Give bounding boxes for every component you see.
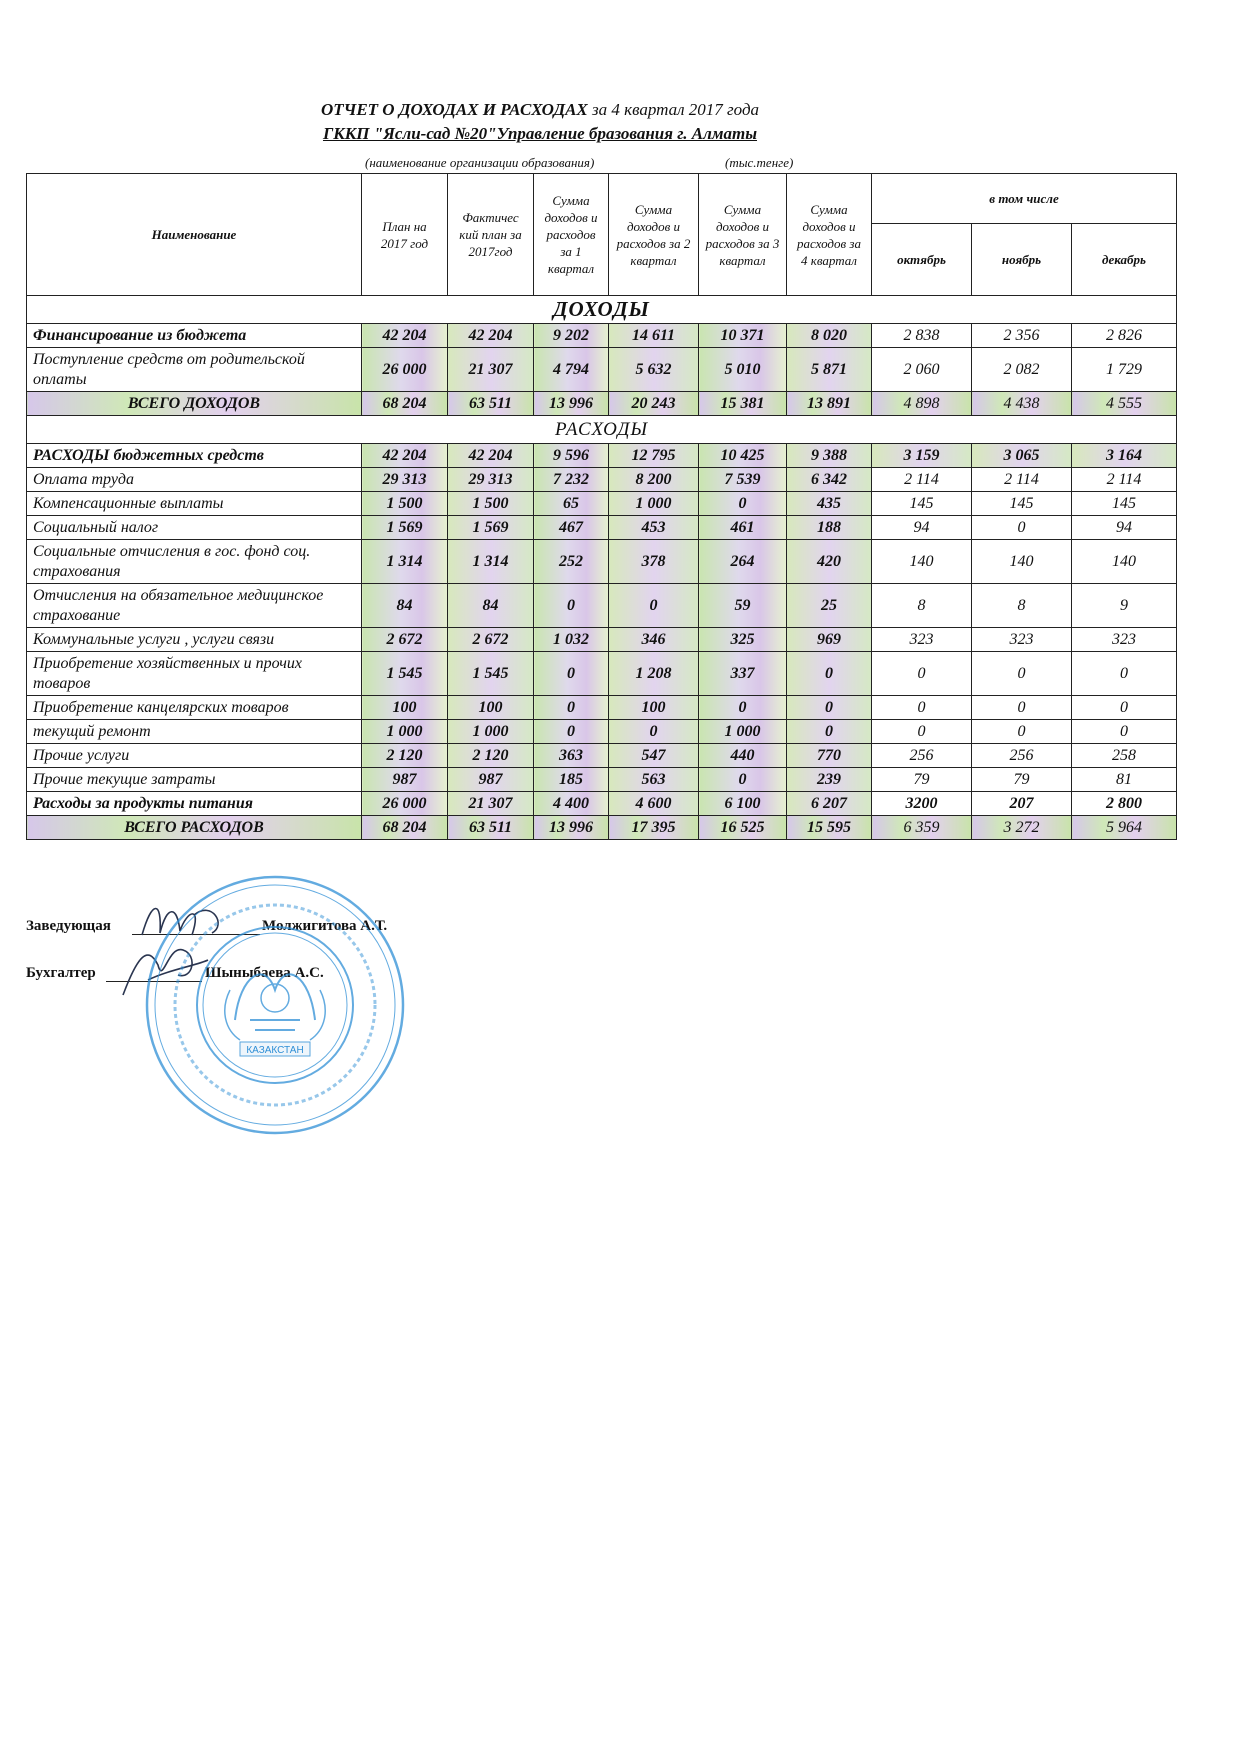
expense-row <box>27 744 1177 768</box>
expense-cell: 1 569 <box>362 516 448 540</box>
expense-cell: 0 <box>972 696 1072 720</box>
income-cell: 5 010 <box>699 348 787 392</box>
expense-row <box>27 628 1177 652</box>
expense-cell: 188 <box>787 516 872 540</box>
expense-cell: 6 100 <box>699 792 787 816</box>
expense-cell: 5 964 <box>1072 816 1177 840</box>
expense-cell: 440 <box>699 744 787 768</box>
income-row-name: ВСЕГО ДОХОДОВ <box>27 392 362 416</box>
expense-cell: 239 <box>787 768 872 792</box>
expense-cell: 3200 <box>872 792 972 816</box>
expense-cell: 325 <box>699 628 787 652</box>
expense-row-name: Коммунальные услуги , услуги связи <box>27 628 362 652</box>
expense-row-name: Приобретение канцелярских товаров <box>27 696 362 720</box>
expense-cell: 0 <box>699 696 787 720</box>
expense-cell: 467 <box>534 516 609 540</box>
expense-cell: 264 <box>699 540 787 584</box>
expense-cell: 987 <box>362 768 448 792</box>
expense-cell: 1 000 <box>448 720 534 744</box>
expense-cell: 207 <box>972 792 1072 816</box>
expense-cell: 29 313 <box>362 468 448 492</box>
expense-cell: 21 307 <box>448 792 534 816</box>
expense-cell: 7 232 <box>534 468 609 492</box>
expense-cell: 140 <box>1072 540 1177 584</box>
expense-cell: 4 600 <box>609 792 699 816</box>
income-cell: 13 996 <box>534 392 609 416</box>
expense-cell: 0 <box>787 696 872 720</box>
expense-cell: 3 164 <box>1072 444 1177 468</box>
organization-name: ГККП "Ясли-сад №20"Управление бразования г. Алматы <box>322 124 758 143</box>
income-cell: 2 082 <box>972 348 1072 392</box>
expense-cell: 563 <box>609 768 699 792</box>
expense-cell: 1 314 <box>362 540 448 584</box>
expense-cell: 258 <box>1072 744 1177 768</box>
expense-cell: 453 <box>609 516 699 540</box>
seal-text: КАЗАКСТАН <box>246 1045 304 1056</box>
expense-cell: 7 539 <box>699 468 787 492</box>
expense-cell: 323 <box>1072 628 1177 652</box>
expense-cell: 2 120 <box>448 744 534 768</box>
expense-cell: 256 <box>972 744 1072 768</box>
expense-cell: 2 114 <box>1072 468 1177 492</box>
expense-cell: 84 <box>448 584 534 628</box>
expense-cell: 252 <box>534 540 609 584</box>
expense-cell: 461 <box>699 516 787 540</box>
expense-cell: 323 <box>972 628 1072 652</box>
expense-cell: 0 <box>699 492 787 516</box>
expense-row-name: Приобретение хозяйственных и прочих товаров <box>27 652 362 696</box>
income-cell: 2 060 <box>872 348 972 392</box>
income-cell: 68 204 <box>362 392 448 416</box>
expense-cell: 3 272 <box>972 816 1072 840</box>
expense-cell: 435 <box>787 492 872 516</box>
expense-cell: 1 208 <box>609 652 699 696</box>
expense-cell: 337 <box>699 652 787 696</box>
income-row <box>27 392 1177 416</box>
col-header-q2: Сумма доходов и расходов за 2 квартал <box>609 174 699 296</box>
expense-row-name: ВСЕГО РАСХОДОВ <box>27 816 362 840</box>
expense-row <box>27 652 1177 696</box>
income-cell: 2 356 <box>972 324 1072 348</box>
expense-row <box>27 444 1177 468</box>
expense-cell: 12 795 <box>609 444 699 468</box>
expense-cell: 94 <box>872 516 972 540</box>
income-cell: 2 838 <box>872 324 972 348</box>
expense-cell: 1 032 <box>534 628 609 652</box>
expense-row-name: Отчисления на обязательное медицинское страхование <box>27 584 362 628</box>
expense-cell: 65 <box>534 492 609 516</box>
expense-cell: 1 000 <box>699 720 787 744</box>
income-cell: 5 632 <box>609 348 699 392</box>
col-header-q3: Сумма доходов и расходов за 3 квартал <box>699 174 787 296</box>
expense-cell: 0 <box>534 720 609 744</box>
expense-row <box>27 816 1177 840</box>
income-cell: 14 611 <box>609 324 699 348</box>
expense-cell: 0 <box>872 696 972 720</box>
expense-cell: 363 <box>534 744 609 768</box>
report-title-period: за 4 квартал 2017 года <box>587 100 760 119</box>
expense-row-name: Прочие услуги <box>27 744 362 768</box>
expense-cell: 1 545 <box>362 652 448 696</box>
expense-row <box>27 516 1177 540</box>
expense-cell: 0 <box>699 768 787 792</box>
col-header-q4: Сумма доходов и расходов за 4 квартал <box>787 174 872 296</box>
expense-cell: 140 <box>972 540 1072 584</box>
expense-cell: 0 <box>1072 696 1177 720</box>
expense-cell: 94 <box>1072 516 1177 540</box>
organization-hint: (наименование организации образования) <box>365 155 595 170</box>
expense-cell: 0 <box>787 652 872 696</box>
expense-cell: 1 545 <box>448 652 534 696</box>
expense-cell: 1 000 <box>362 720 448 744</box>
income-cell: 2 826 <box>1072 324 1177 348</box>
expense-row-name: РАСХОДЫ бюджетных средств <box>27 444 362 468</box>
expense-row <box>27 792 1177 816</box>
expense-cell: 1 500 <box>362 492 448 516</box>
expense-cell: 13 996 <box>534 816 609 840</box>
income-cell: 4 794 <box>534 348 609 392</box>
organization-seal <box>140 870 410 1140</box>
expense-cell: 145 <box>1072 492 1177 516</box>
income-cell: 10 371 <box>699 324 787 348</box>
expense-row-name: Социальные отчисления в гос. фонд соц. страхования <box>27 540 362 584</box>
expense-cell: 100 <box>448 696 534 720</box>
income-row-name: Финансирование из бюджета <box>27 324 362 348</box>
expense-row-name: Оплата труда <box>27 468 362 492</box>
accountant-label: Бухгалтер <box>26 965 96 981</box>
expense-cell: 25 <box>787 584 872 628</box>
report-table <box>26 173 1177 840</box>
expense-cell: 8 <box>972 584 1072 628</box>
col-header-november: ноябрь <box>972 224 1072 296</box>
expense-cell: 323 <box>872 628 972 652</box>
expense-cell: 0 <box>609 720 699 744</box>
expense-cell: 346 <box>609 628 699 652</box>
expense-cell: 0 <box>872 720 972 744</box>
section-expenses: РАСХОДЫ <box>27 416 1177 444</box>
expense-row-name: текущий ремонт <box>27 720 362 744</box>
unit-hint: (тыс.тенге) <box>725 155 794 170</box>
expense-cell: 2 800 <box>1072 792 1177 816</box>
expense-cell: 1 500 <box>448 492 534 516</box>
expense-cell: 0 <box>1072 652 1177 696</box>
expense-cell: 29 313 <box>448 468 534 492</box>
expense-row <box>27 768 1177 792</box>
expense-row <box>27 584 1177 628</box>
expense-cell: 987 <box>448 768 534 792</box>
expense-cell: 0 <box>609 584 699 628</box>
expense-cell: 256 <box>872 744 972 768</box>
report-title <box>260 100 820 120</box>
income-cell: 13 891 <box>787 392 872 416</box>
expense-cell: 1 569 <box>448 516 534 540</box>
expense-cell: 9 596 <box>534 444 609 468</box>
accountant-name: Шыныбаева А.С. <box>205 965 324 981</box>
income-row <box>27 348 1177 392</box>
expense-cell: 0 <box>534 696 609 720</box>
expense-cell: 26 000 <box>362 792 448 816</box>
col-header-october: октябрь <box>872 224 972 296</box>
expense-cell: 68 204 <box>362 816 448 840</box>
expense-row-name: Социальный налог <box>27 516 362 540</box>
expense-cell: 6 359 <box>872 816 972 840</box>
expense-cell: 1 000 <box>609 492 699 516</box>
income-row <box>27 324 1177 348</box>
expense-cell: 2 114 <box>972 468 1072 492</box>
expense-row-name: Расходы за продукты питания <box>27 792 362 816</box>
expense-cell: 2 120 <box>362 744 448 768</box>
income-cell: 4 555 <box>1072 392 1177 416</box>
col-header-plan: План на 2017 год <box>362 174 448 296</box>
expense-cell: 6 342 <box>787 468 872 492</box>
expense-row <box>27 468 1177 492</box>
expense-cell: 0 <box>972 652 1072 696</box>
expense-cell: 0 <box>534 584 609 628</box>
expense-cell: 0 <box>534 652 609 696</box>
income-cell: 42 204 <box>362 324 448 348</box>
expense-cell: 145 <box>972 492 1072 516</box>
expense-cell: 0 <box>787 720 872 744</box>
expense-cell: 420 <box>787 540 872 584</box>
expense-cell: 42 204 <box>448 444 534 468</box>
income-cell: 63 511 <box>448 392 534 416</box>
expense-cell: 0 <box>1072 720 1177 744</box>
section-income: ДОХОДЫ <box>27 296 1177 324</box>
expense-cell: 0 <box>972 516 1072 540</box>
report-title-main: ОТЧЕТ О ДОХОДАХ И РАСХОДАХ <box>320 100 588 119</box>
expense-cell: 10 425 <box>699 444 787 468</box>
expense-cell: 3 159 <box>872 444 972 468</box>
expense-cell: 185 <box>534 768 609 792</box>
expense-row <box>27 720 1177 744</box>
income-cell: 21 307 <box>448 348 534 392</box>
expense-cell: 17 395 <box>609 816 699 840</box>
income-cell: 20 243 <box>609 392 699 416</box>
income-cell: 1 729 <box>1072 348 1177 392</box>
expense-cell: 1 314 <box>448 540 534 584</box>
expense-cell: 2 114 <box>872 468 972 492</box>
expense-cell: 81 <box>1072 768 1177 792</box>
expense-cell: 2 672 <box>362 628 448 652</box>
expense-cell: 8 <box>872 584 972 628</box>
expense-row <box>27 696 1177 720</box>
income-row-name: Поступление средств от родительской оплаты <box>27 348 362 392</box>
expense-row-name: Компенсационные выплаты <box>27 492 362 516</box>
expense-cell: 2 672 <box>448 628 534 652</box>
income-cell: 15 381 <box>699 392 787 416</box>
expense-cell: 969 <box>787 628 872 652</box>
expense-row <box>27 540 1177 584</box>
expense-cell: 6 207 <box>787 792 872 816</box>
income-cell: 8 020 <box>787 324 872 348</box>
expense-cell: 8 200 <box>609 468 699 492</box>
col-header-q1: Сумма доходов и расходов за 1 квартал <box>534 174 609 296</box>
head-label: Заведующая <box>26 918 111 934</box>
col-header-december: декабрь <box>1072 224 1177 296</box>
income-cell: 4 438 <box>972 392 1072 416</box>
expense-cell: 9 <box>1072 584 1177 628</box>
expense-cell: 59 <box>699 584 787 628</box>
income-cell: 42 204 <box>448 324 534 348</box>
expense-cell: 16 525 <box>699 816 787 840</box>
col-header-fact: Фактичес кий план за 2017год <box>448 174 534 296</box>
income-cell: 5 871 <box>787 348 872 392</box>
expense-cell: 79 <box>972 768 1072 792</box>
expense-cell: 9 388 <box>787 444 872 468</box>
col-header-including: в том числе <box>872 174 1177 224</box>
expense-cell: 770 <box>787 744 872 768</box>
expense-cell: 145 <box>872 492 972 516</box>
expense-cell: 378 <box>609 540 699 584</box>
expense-row <box>27 492 1177 516</box>
expense-cell: 79 <box>872 768 972 792</box>
expense-cell: 0 <box>872 652 972 696</box>
expense-cell: 42 204 <box>362 444 448 468</box>
expense-cell: 63 511 <box>448 816 534 840</box>
expense-cell: 0 <box>972 720 1072 744</box>
expense-row-name: Прочие текущие затраты <box>27 768 362 792</box>
expense-cell: 140 <box>872 540 972 584</box>
income-cell: 9 202 <box>534 324 609 348</box>
expense-cell: 3 065 <box>972 444 1072 468</box>
expense-cell: 4 400 <box>534 792 609 816</box>
head-name: Молжигитова А.Т. <box>262 918 388 934</box>
expense-cell: 15 595 <box>787 816 872 840</box>
income-cell: 4 898 <box>872 392 972 416</box>
expense-cell: 100 <box>362 696 448 720</box>
expense-cell: 100 <box>609 696 699 720</box>
income-cell: 26 000 <box>362 348 448 392</box>
expense-cell: 84 <box>362 584 448 628</box>
expense-cell: 547 <box>609 744 699 768</box>
col-header-name: Наименование <box>27 174 362 296</box>
